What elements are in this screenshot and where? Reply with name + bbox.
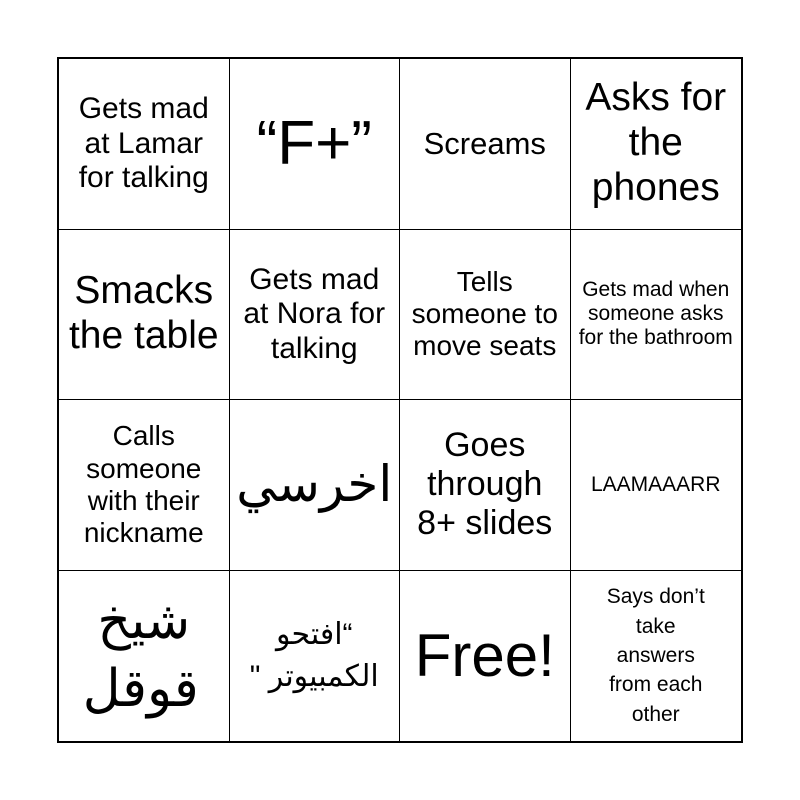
cell-text: Asks for the phones <box>585 76 727 210</box>
bingo-cell <box>59 571 230 742</box>
bingo-cell <box>400 571 571 742</box>
cell-text: اخرسي <box>236 456 393 512</box>
bingo-cell <box>59 400 230 571</box>
cell-text: “F+” <box>256 109 372 179</box>
cell-text: Goes through 8+ slides <box>417 426 553 543</box>
bingo-board <box>57 57 743 743</box>
cell-text: Calls someone with their nickname <box>83 420 204 548</box>
bingo-cell <box>230 59 401 230</box>
cell-text: “افتحو الكمبيوتر " <box>249 617 379 693</box>
cell-text: Smacks the table <box>68 269 219 358</box>
cell-text: Says don’t take answers from each other <box>606 585 705 726</box>
cell-text: Tells someone to move seats <box>411 265 558 362</box>
cell-text: شيخ قوقل <box>82 592 199 718</box>
cell-text: Gets mad at Lamar for talking <box>78 92 209 194</box>
cell-text: LAAMAAARR <box>590 472 721 496</box>
bingo-cell <box>400 230 571 401</box>
bingo-cell <box>230 571 401 742</box>
bingo-cell <box>230 230 401 401</box>
bingo-cell <box>571 230 742 401</box>
bingo-cell <box>400 400 571 571</box>
bingo-cell <box>571 400 742 571</box>
bingo-cell <box>59 59 230 230</box>
bingo-cell <box>230 400 401 571</box>
bingo-cell <box>571 59 742 230</box>
cell-text: Free! <box>414 622 555 690</box>
cell-text: Gets mad at Nora for talking <box>243 262 386 365</box>
cell-text: Gets mad when someone asks for the bathroom <box>578 278 733 350</box>
cell-text: Screams <box>423 125 546 161</box>
bingo-cell <box>400 59 571 230</box>
bingo-cell <box>571 571 742 742</box>
bingo-cell <box>59 230 230 401</box>
